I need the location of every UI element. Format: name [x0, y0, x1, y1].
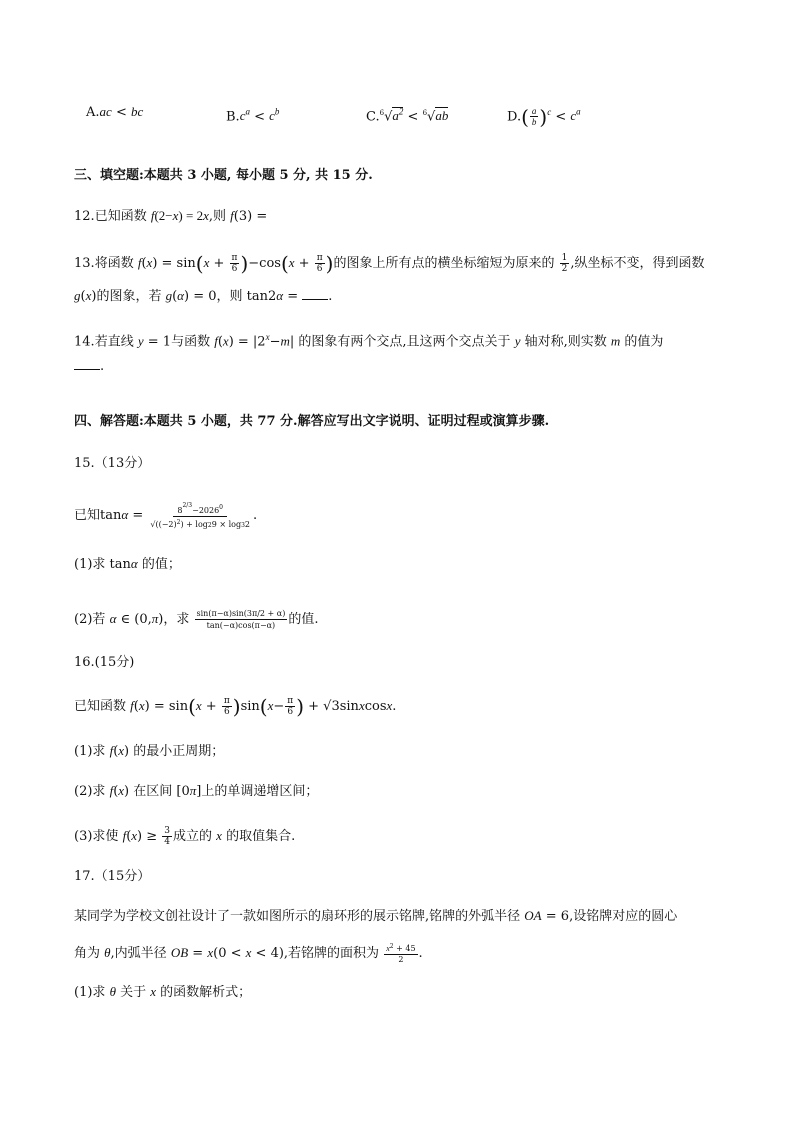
option-c: $C.^6√a^2 < ^6√ab$	[366, 107, 449, 125]
question-16-given: 已知函数 f(x) = sin(x + $\frac{\pi}{6}$ )sin(x− $\frac{\pi}{6}$ ) + √3sinxcosx.	[74, 694, 397, 719]
answer-blank	[302, 287, 328, 300]
answer-blank	[74, 357, 100, 370]
question-16-part3: (3)求使 f(x) ≥ $\frac{3}{4}$ 成立的 x 的取值集合.	[74, 826, 296, 847]
question-17-header: 17.（15分）	[74, 869, 151, 884]
question-14-line2: .	[74, 357, 104, 376]
option-c-label: C.	[366, 109, 380, 125]
option-d-label: D.	[507, 109, 522, 125]
question-15-part2: (2)若 α ∈ (0,π)，求 $\frac{\sin(\pi-\alpha)\sin(3\pi/2 + \alpha)}{\tan(-\alpha)\cos(\pi-\alpha)}$ 的值.	[74, 609, 319, 630]
question-17-line1: 某同学为学校文创社设计了一款如图所示的扇环形的展示铭牌,铭牌的外弧半径 OA = 6,设铭牌对应的圆心	[74, 908, 678, 924]
section4-heading: 四、解答题:本题共 5 小题，共 77 分.解答应写出文字说明、证明过程或演算步骤.	[74, 414, 550, 429]
question-13-line1: 13.将函数 f(x) = sin(x + $\frac{\pi}{6}$ )−cos(x + $\frac{\pi}{6}$ )的图象上所有点的横坐标缩短为原来的 $\frac{1}{2}$ ,纵坐标不变，得到函数	[74, 251, 705, 276]
question-15-given: 已知tanα = $\frac{8^{2/3}-2026^0}{√((-2)^2) + \log 29 \times \log 32}$ .	[74, 502, 258, 529]
section3-heading: 三、填空题:本题共 3 小题, 每小题 5 分, 共 15 分.	[74, 168, 373, 183]
option-a: A.ac < bc	[86, 104, 144, 120]
question-13-line2: g(x)的图象，若 g(α) = 0，则 tan2α = .	[74, 288, 333, 304]
option-a-label: A.	[86, 105, 100, 120]
question-15-part1: (1)求 tanα 的值；	[74, 556, 181, 572]
option-b: $B.c^a < c^b$	[226, 107, 280, 125]
option-b-label: B.	[226, 109, 240, 125]
question-17-part1: (1)求 θ 关于 x 的函数解析式；	[74, 984, 252, 1000]
question-15-header: 15.（13分）	[74, 456, 151, 471]
question-16-part1: (1)求 f(x) 的最小正周期；	[74, 743, 225, 759]
question-17-line2: 角为 θ,内弧半径 OB = x(0 < x < 4),若铭牌的面积为 $\frac{x^2 + 45}{2}$ .	[74, 943, 423, 964]
question-14-line1: 14.若直线 y = 1与函数 $f(x) = |2^x-m|$ 的图象有两个交点,且这两个交点关于 y 轴对称,则实数 m 的值为	[74, 332, 664, 350]
question-16-part2: (2)求 f(x) 在区间 [0π]上的单调递增区间；	[74, 783, 319, 799]
option-d: D.( $\frac{a}{b}$ )$^c < c^a$	[507, 104, 581, 129]
question-16-header: 16.(15分)	[74, 655, 135, 670]
question-12: 12.已知函数 f(2−x) = 2x,则 f(3) =	[74, 208, 268, 224]
